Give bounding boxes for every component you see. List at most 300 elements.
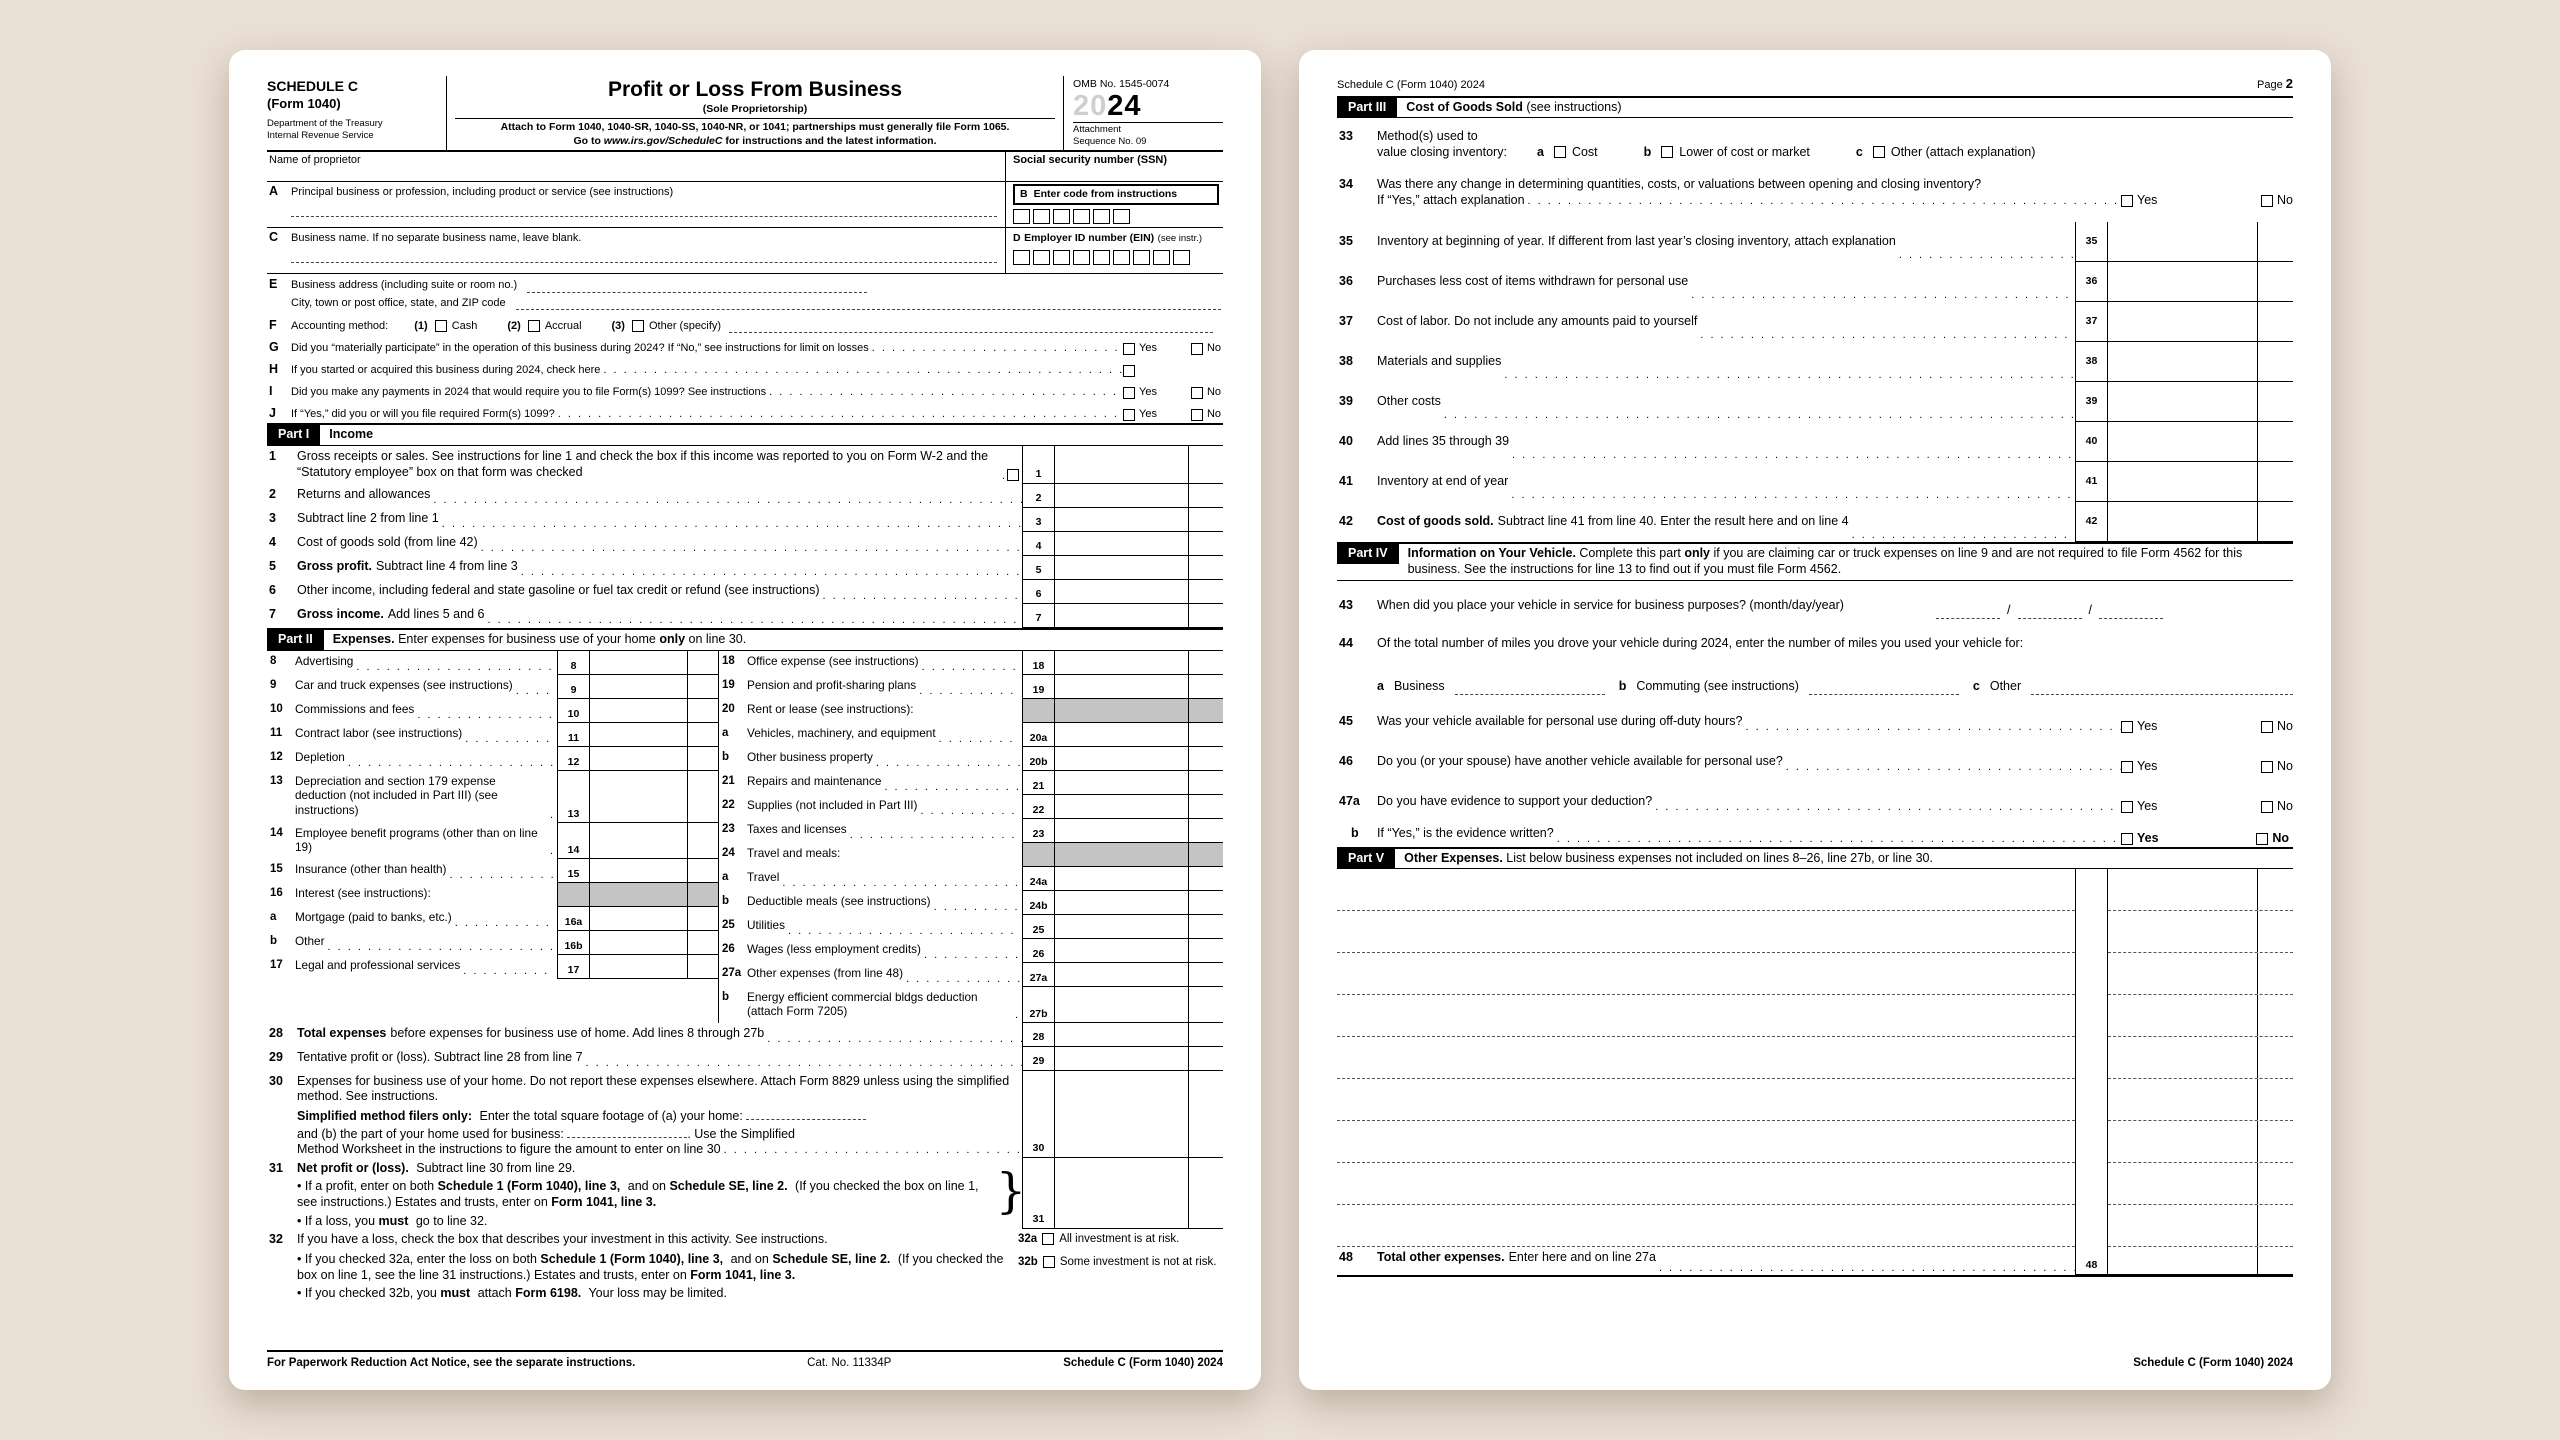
other-miles-label: Other xyxy=(1989,679,2022,693)
code-cell[interactable] xyxy=(1033,209,1050,224)
amount-entry[interactable] xyxy=(1055,1047,1223,1071)
amount-entry[interactable] xyxy=(2108,911,2293,953)
line-number: 12 xyxy=(270,750,283,763)
expense-description-entry[interactable] xyxy=(1337,1037,2075,1079)
amount-entry[interactable] xyxy=(2108,1163,2293,1205)
other-method-label: Other (specify) xyxy=(648,319,722,332)
label-text: Repairs and maintenance xyxy=(747,773,882,788)
amount-entry[interactable] xyxy=(1055,604,1223,628)
amount-entry[interactable] xyxy=(2108,869,2293,911)
amount-entry[interactable] xyxy=(2108,302,2293,342)
amount-entry[interactable] xyxy=(1055,1071,1223,1158)
ein-cell[interactable] xyxy=(1033,250,1050,265)
yes-checkbox[interactable] xyxy=(2121,721,2133,733)
line-box-number: 28 xyxy=(1022,1023,1055,1047)
no-label: No xyxy=(2277,799,2293,813)
line-d-id: D xyxy=(1013,232,1021,244)
line-32-main: If you have a loss, check the box that describes your investment in this activity. See instructions. xyxy=(297,1232,828,1247)
t: Schedule SE, line 2. xyxy=(772,1251,891,1266)
dot-leader xyxy=(1652,801,2121,815)
code-cell[interactable] xyxy=(1113,209,1130,224)
line-text xyxy=(1377,823,2293,847)
dot-leader xyxy=(430,494,1022,508)
omb-number: OMB No. 1545-0074 xyxy=(1073,78,1170,90)
line-box-number: 13 xyxy=(557,771,590,823)
amount-entry[interactable] xyxy=(2108,953,2293,995)
line-box-number: 27b xyxy=(1022,987,1055,1023)
yes-label: Yes xyxy=(2137,193,2158,207)
ein-cell[interactable] xyxy=(1073,250,1090,265)
amount-entry[interactable] xyxy=(590,823,718,859)
label-text: Depreciation and section 179 expense deduction (not included in Part III) (see instructions) xyxy=(295,773,498,818)
amount-entry[interactable] xyxy=(1055,963,1223,987)
option-letter: a xyxy=(1537,144,1544,159)
business-miles-entry[interactable] xyxy=(1455,682,1605,695)
other-method-entry[interactable] xyxy=(729,320,1213,333)
no-checkbox[interactable] xyxy=(2261,761,2273,773)
cash-checkbox[interactable] xyxy=(435,320,447,332)
no-checkbox[interactable] xyxy=(1191,409,1203,421)
amount-entry[interactable] xyxy=(590,651,718,675)
expense-description-entry[interactable] xyxy=(1337,1205,2075,1247)
amount-entry[interactable] xyxy=(1055,771,1223,795)
dot-leader xyxy=(353,661,555,675)
line-box-number: 3 xyxy=(1022,508,1055,532)
line-text xyxy=(1377,222,2075,262)
amount-entry[interactable] xyxy=(1055,819,1223,843)
line-box-number: 4 xyxy=(1022,532,1055,556)
expense-description-entry[interactable] xyxy=(1337,1121,2075,1163)
amount-entry[interactable] xyxy=(2108,1037,2293,1079)
yes-checkbox[interactable] xyxy=(2121,761,2133,773)
line-number: a xyxy=(722,726,729,739)
page-2-footer xyxy=(1337,1352,2293,1370)
dot-leader xyxy=(555,408,1123,422)
ein-cell[interactable] xyxy=(1113,250,1130,265)
amount-entry[interactable] xyxy=(1055,508,1223,532)
expenses-columns xyxy=(267,651,1223,1023)
expense-row-16b xyxy=(267,931,718,955)
label-text: Materials and supplies xyxy=(1377,354,1502,369)
cost-checkbox[interactable] xyxy=(1554,146,1566,158)
amount-entry[interactable] xyxy=(2108,222,2293,262)
year-entry[interactable] xyxy=(2099,606,2163,619)
square-footage-entry[interactable] xyxy=(746,1107,866,1120)
part-4-tab: Part IV xyxy=(1337,544,1399,564)
line-text xyxy=(1377,502,2075,542)
amount-entry[interactable] xyxy=(1055,747,1223,771)
no-checkbox[interactable] xyxy=(2261,195,2273,207)
expense-description-entry[interactable] xyxy=(1337,869,2075,911)
line-34-sub: If “Yes,” attach explanation xyxy=(1377,193,1525,207)
label-text: Travel xyxy=(747,869,780,884)
line-box-number: 23 xyxy=(1022,819,1055,843)
amount-entry[interactable] xyxy=(1055,987,1223,1023)
dot-leader xyxy=(1508,489,2075,503)
line-box-number: 16b xyxy=(557,931,590,955)
yes-checkbox[interactable] xyxy=(1123,409,1135,421)
amount-entry[interactable] xyxy=(2108,1121,2293,1163)
line-text xyxy=(295,651,557,675)
amount-entry[interactable] xyxy=(1055,1158,1223,1230)
name-of-proprietor-field[interactable] xyxy=(267,152,1005,181)
line-47b-yes-no xyxy=(2121,831,2293,847)
page-2-header xyxy=(1337,76,2293,96)
dot-leader xyxy=(547,845,555,859)
label-text: Enter here and on line 27a xyxy=(1508,1250,1656,1265)
line-34-yes-no xyxy=(2121,193,2293,209)
dot-leader xyxy=(547,809,555,823)
all-investment-at-risk-checkbox[interactable] xyxy=(1042,1233,1054,1245)
line-text xyxy=(747,915,1022,939)
no-checkbox[interactable] xyxy=(2256,833,2268,845)
no-label: No xyxy=(1206,385,1221,398)
ssn-label: Social security number (SSN) xyxy=(1013,153,1168,166)
label-text: Returns and allowances xyxy=(297,487,431,501)
tax-year xyxy=(1073,92,1223,121)
line-number: 5 xyxy=(269,559,276,573)
dot-leader xyxy=(918,805,1021,819)
box-column xyxy=(2075,1205,2108,1247)
attach-instruction: Attach to Form 1040, 1040-SR, 1040-SS, 1040-NR, or 1041; partnerships must generally file Form 1065. xyxy=(455,118,1055,134)
line-box-number: 17 xyxy=(557,955,590,979)
income-line-2 xyxy=(267,484,1223,508)
line-text xyxy=(747,891,1022,915)
t: Schedule 1 (Form 1040), line 3, xyxy=(540,1251,724,1266)
line-g-id: G xyxy=(269,339,279,354)
yes-checkbox[interactable] xyxy=(2121,195,2133,207)
line-b-code-cells xyxy=(1013,209,1219,224)
amount-entry[interactable] xyxy=(2108,462,2293,502)
line-box-number: 36 xyxy=(2075,262,2108,302)
ein-cell[interactable] xyxy=(1053,250,1070,265)
label-text: Cost of labor. Do not include any amounts paid to yourself xyxy=(1377,314,1698,329)
amount-entry[interactable] xyxy=(590,699,718,723)
amount-entry[interactable] xyxy=(2108,502,2293,542)
city-entry[interactable] xyxy=(516,297,1221,310)
accrual-checkbox[interactable] xyxy=(528,320,540,332)
part-5-title-bold: Other Expenses. xyxy=(1404,850,1503,865)
cogs-line-41 xyxy=(1337,462,2293,502)
amount-entry[interactable] xyxy=(590,859,718,883)
month-entry[interactable] xyxy=(1936,606,2000,619)
box-column xyxy=(2075,869,2108,911)
amount-entry[interactable] xyxy=(1055,651,1223,675)
line-c-entry[interactable] xyxy=(291,251,997,263)
option-label: Some investment is not at risk. xyxy=(1059,1255,1217,1268)
amount-entry[interactable] xyxy=(1055,580,1223,604)
line-number: 32 xyxy=(269,1232,283,1247)
code-cell[interactable] xyxy=(1073,209,1090,224)
label-text: Deductible meals (see instructions) xyxy=(747,893,931,908)
part-3-subtitle: (see instructions) xyxy=(1522,99,1622,114)
business-footage-entry[interactable] xyxy=(567,1125,687,1138)
option-3-number: (3) xyxy=(611,319,625,332)
expense-row-16a xyxy=(267,907,718,931)
line-31 xyxy=(267,1158,1223,1230)
line-box-number: 19 xyxy=(1022,675,1055,699)
dot-leader xyxy=(721,1144,1022,1158)
label-text: Gross receipts or sales. See instructions for line 1 and check the box if this income was reported to you on Form W-2 and the “Statutory employee” box on that form was checked xyxy=(297,449,989,479)
amount-entry[interactable] xyxy=(2108,1079,2293,1121)
label-text: Pension and profit-sharing plans xyxy=(747,677,917,692)
line-number: 26 xyxy=(722,942,735,955)
cogs-line-42 xyxy=(1337,502,2293,542)
line-j-yes-no xyxy=(1123,408,1221,422)
expense-description-entry[interactable] xyxy=(1337,1163,2075,1205)
dot-leader xyxy=(1742,721,2121,735)
line-text xyxy=(297,446,1022,484)
dot-leader xyxy=(1509,449,2075,463)
line-box-number: 9 xyxy=(557,675,590,699)
day-entry[interactable] xyxy=(2018,606,2082,619)
line-number: 1 xyxy=(269,449,276,463)
amount-entry[interactable] xyxy=(1055,675,1223,699)
t: value closing inventory: xyxy=(1377,145,1507,159)
statutory-employee-checkbox[interactable] xyxy=(1007,469,1019,481)
yes-checkbox[interactable] xyxy=(1123,387,1135,399)
line-j-question: If “Yes,” did you or will you file required Form(s) 1099? xyxy=(291,407,555,420)
form-subtitle: (Sole Proprietorship) xyxy=(702,103,808,116)
amount-entry[interactable] xyxy=(590,955,718,979)
amount-entry[interactable] xyxy=(2108,995,2293,1037)
part-5-tab: Part V xyxy=(1337,849,1395,869)
yes-label: Yes xyxy=(2137,799,2158,813)
label-text: Tentative profit or (loss). Subtract line 28 from line 7 xyxy=(297,1049,583,1064)
part-1-header xyxy=(267,423,1223,446)
dot-leader xyxy=(462,733,555,747)
yes-checkbox[interactable] xyxy=(1123,343,1135,355)
line-32 xyxy=(267,1229,1223,1302)
label-text: Inventory at beginning of year. If different from last year’s closing inventory, attach explanation xyxy=(1377,234,1896,249)
line-text xyxy=(295,931,557,955)
line-text xyxy=(747,771,1022,795)
expense-row-20b xyxy=(719,747,1223,771)
line-i-question: Did you make any payments in 2024 that would require you to file Form(s) 1099? See instructions xyxy=(291,385,767,398)
option-2-number: (2) xyxy=(507,319,521,332)
amount-entry[interactable] xyxy=(2108,422,2293,462)
cogs-line-38 xyxy=(1337,342,2293,382)
part-2-title xyxy=(324,630,1223,650)
amount-entry[interactable] xyxy=(1055,1023,1223,1047)
dot-leader xyxy=(1554,833,2121,847)
option-1-number: (1) xyxy=(414,319,428,332)
line-text xyxy=(295,699,557,723)
cogs-line-39 xyxy=(1337,382,2293,422)
label-text: Contract labor (see instructions) xyxy=(295,725,463,740)
ein-cell[interactable] xyxy=(1173,250,1190,265)
line-32-bullet-1 xyxy=(297,1252,1018,1283)
no-checkbox[interactable] xyxy=(2261,801,2273,813)
line-number: 48 xyxy=(1339,1250,1353,1265)
amount-entry[interactable] xyxy=(2108,262,2293,302)
code-cell[interactable] xyxy=(1093,209,1110,224)
dot-leader xyxy=(478,542,1022,556)
label-text: before expenses for business use of home. Add lines 8 through 27b xyxy=(390,1025,765,1040)
line-46-yes-no xyxy=(2121,759,2293,775)
line-text xyxy=(1377,422,2075,462)
line-number: 22 xyxy=(722,798,735,811)
income-line-5 xyxy=(267,556,1223,580)
line-j xyxy=(267,401,1223,423)
amount-entry[interactable] xyxy=(1055,532,1223,556)
expense-description-entry[interactable] xyxy=(1337,953,2075,995)
ein-cell[interactable] xyxy=(1013,250,1030,265)
expense-description-entry[interactable] xyxy=(1337,995,2075,1037)
label-text: Rent or lease (see instructions): xyxy=(747,701,914,716)
shaded-cell xyxy=(1055,843,1223,867)
line-number: 23 xyxy=(722,822,735,835)
dot-leader xyxy=(873,757,1020,771)
line-44-mileage xyxy=(1337,671,2293,695)
check-here-checkbox[interactable] xyxy=(1123,365,1135,377)
sequence-label: Sequence No. 09 xyxy=(1073,136,1147,147)
label-text: Supplies (not included in Part III) xyxy=(747,797,918,812)
line-number: 4 xyxy=(269,535,276,549)
label-text: Subtract line 2 from line 1 xyxy=(297,511,439,525)
amount-entry[interactable] xyxy=(590,907,718,931)
line-number: 44 xyxy=(1339,635,1353,650)
line-box-number: 32b xyxy=(1018,1255,1038,1268)
expense-row-14 xyxy=(267,823,718,859)
line-box-number: 27a xyxy=(1022,963,1055,987)
other-expense-row xyxy=(1337,1205,2293,1247)
line-number: b xyxy=(722,750,730,763)
line-d-ein-cells xyxy=(1013,250,1219,265)
irs-url[interactable]: www.irs.gov/ScheduleC xyxy=(603,134,723,147)
amount-entry[interactable] xyxy=(2108,1247,2293,1275)
amount-entry[interactable] xyxy=(1055,484,1223,508)
address-entry[interactable] xyxy=(527,280,867,293)
label-text: Subtract line 4 from line 3 xyxy=(376,559,518,573)
line-text xyxy=(1377,751,2293,775)
line-33-options xyxy=(1537,129,2035,174)
ssn-field[interactable] xyxy=(1005,152,1223,181)
amount-entry[interactable] xyxy=(590,747,718,771)
amount-entry[interactable] xyxy=(590,723,718,747)
line-text xyxy=(1377,633,2293,657)
amount-entry[interactable] xyxy=(1055,723,1223,747)
line-g-question: Did you “materially participate” in the operation of this business during 2024? If “No,” see instructions for limit on losses xyxy=(291,341,869,354)
other-miles-entry[interactable] xyxy=(2031,682,2293,695)
line-text xyxy=(1377,1247,2075,1275)
label-text: Office expense (see instructions) xyxy=(747,653,919,668)
line-box-number: 6 xyxy=(1022,580,1055,604)
attachment-sequence xyxy=(1073,122,1223,148)
line-e-label2: City, town or post office, state, and ZIP code xyxy=(291,296,506,309)
line-text xyxy=(747,651,1022,675)
part-1-title: Income xyxy=(329,427,374,442)
lower-of-cost-checkbox[interactable] xyxy=(1661,146,1673,158)
line-text xyxy=(1377,262,2075,302)
line-text xyxy=(297,1229,1018,1302)
line-e-label1: Business address (including suite or room no.) xyxy=(291,278,518,291)
some-investment-not-at-risk-checkbox[interactable] xyxy=(1043,1256,1055,1268)
part-2-tab: Part II xyxy=(267,630,324,650)
line-30-main: Expenses for business use of your home. Do not report these expenses elsewhere. Attach Form 8829 unless using the simplified method. See instructions. xyxy=(297,1073,1010,1104)
dot-leader xyxy=(916,685,1020,699)
no-label: No xyxy=(1206,341,1221,354)
dot-leader xyxy=(847,829,1020,843)
simplified-2-pre: and (b) the part of your home used for business: xyxy=(297,1126,564,1141)
line-30-simplified-3 xyxy=(297,1142,1022,1158)
yes-label: Yes xyxy=(2137,719,2158,733)
other-method-checkbox[interactable] xyxy=(632,320,644,332)
expense-description-entry[interactable] xyxy=(1337,1079,2075,1121)
expense-row-10 xyxy=(267,699,718,723)
bold-text: Gross profit. xyxy=(297,559,373,573)
line-text xyxy=(1377,462,2075,502)
line-a-entry[interactable] xyxy=(291,205,997,217)
ein-cell[interactable] xyxy=(1133,250,1150,265)
line-text xyxy=(1377,711,2293,735)
amount-entry[interactable] xyxy=(2108,382,2293,422)
amount-entry[interactable] xyxy=(1055,795,1223,819)
shaded-box xyxy=(1022,699,1055,723)
simplified-3: Method Worksheet in the instructions to figure the amount to enter on line 30 xyxy=(297,1142,721,1157)
line-text xyxy=(297,1071,1022,1158)
other-method-checkbox[interactable] xyxy=(1873,146,1885,158)
line-number: 25 xyxy=(722,918,735,931)
part-3-title-bold: Cost of Goods Sold xyxy=(1406,99,1523,114)
ein-cell[interactable] xyxy=(1153,250,1170,265)
no-checkbox[interactable] xyxy=(1191,343,1203,355)
form-title: Profit or Loss From Business xyxy=(607,78,903,101)
yes-checkbox[interactable] xyxy=(2121,801,2133,813)
amount-entry[interactable] xyxy=(2108,1205,2293,1247)
dot-leader xyxy=(820,590,1023,604)
expense-row-19 xyxy=(719,675,1223,699)
amount-entry[interactable] xyxy=(1055,446,1223,484)
option-label: Lower of cost or market xyxy=(1679,144,1810,159)
amount-entry[interactable] xyxy=(1055,915,1223,939)
line-text xyxy=(1377,126,2293,174)
commuting-miles-entry[interactable] xyxy=(1809,682,1959,695)
line-i-yes-no xyxy=(1123,386,1221,400)
amount-entry[interactable] xyxy=(1055,556,1223,580)
amount-entry[interactable] xyxy=(1055,867,1223,891)
amount-entry[interactable] xyxy=(590,675,718,699)
line-f-id: F xyxy=(269,317,277,332)
line-g-yes-no xyxy=(1123,342,1221,356)
vehicle-service-date-entry[interactable] xyxy=(1936,598,2163,619)
expense-description-entry[interactable] xyxy=(1337,911,2075,953)
line-48 xyxy=(1337,1247,2293,1277)
dot-leader xyxy=(869,342,1123,356)
label-text: Do you (or your spouse) have another vehicle available for personal use? xyxy=(1377,753,1783,768)
no-checkbox[interactable] xyxy=(1191,387,1203,399)
line-text xyxy=(297,1158,1000,1230)
amount-entry[interactable] xyxy=(590,771,718,823)
amount-entry[interactable] xyxy=(1055,891,1223,915)
no-checkbox[interactable] xyxy=(2261,721,2273,733)
code-cell[interactable] xyxy=(1053,209,1070,224)
at-risk-options xyxy=(1018,1229,1223,1302)
amount-entry[interactable] xyxy=(590,931,718,955)
line-text xyxy=(297,508,1022,532)
amount-entry[interactable] xyxy=(2108,342,2293,382)
line-box-number: 11 xyxy=(557,723,590,747)
expense-row-24b xyxy=(719,891,1223,915)
line-c-label: Business name. If no separate business name, leave blank. xyxy=(291,232,582,244)
line-number: 10 xyxy=(270,702,283,715)
ein-cell[interactable] xyxy=(1093,250,1110,265)
code-cell[interactable] xyxy=(1013,209,1030,224)
yes-checkbox[interactable] xyxy=(2121,833,2133,845)
amount-entry[interactable] xyxy=(1055,939,1223,963)
label-text: Cost of goods sold (from line 42) xyxy=(297,535,478,549)
label-text: Wages (less employment credits) xyxy=(747,941,921,956)
